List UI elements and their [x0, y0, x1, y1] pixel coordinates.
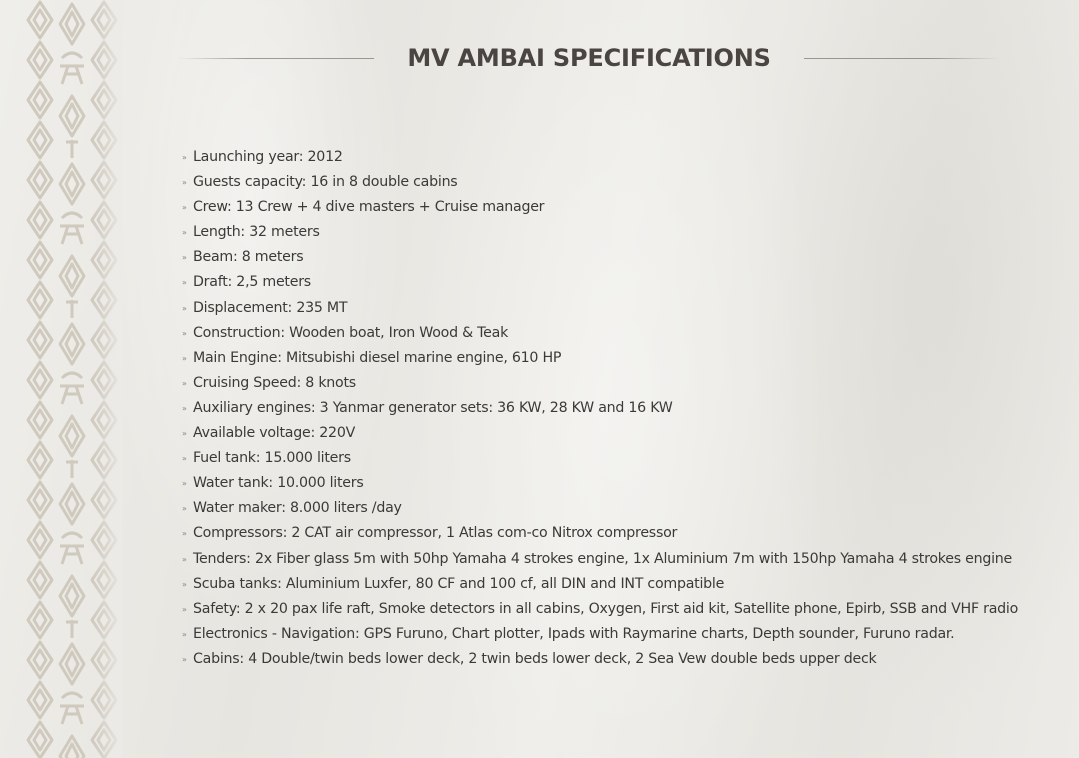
spec-text: Length: 32 meters	[193, 224, 320, 241]
bullet-icon: »	[182, 153, 187, 162]
bullet-icon: »	[182, 378, 187, 388]
bullet-icon: »	[182, 278, 187, 288]
bullet-icon: »	[182, 529, 187, 539]
bullet-icon: »	[182, 454, 187, 464]
spec-text: Electronics - Navigation: GPS Furuno, Chart plotter, Ipads with Raymarine charts, Depth sounder, Furuno radar.	[193, 625, 955, 642]
spec-list-item	[180, 572, 1070, 597]
spec-list-item	[180, 321, 1070, 346]
spec-text: Tenders: 2x Fiber glass 5m with 50hp Yamaha 4 strokes engine, 1x Aluminium 7m with 150hp Yamaha 4 strokes engine	[193, 550, 1012, 567]
spec-list-item	[180, 371, 1070, 396]
spec-list-item	[180, 471, 1070, 496]
spec-text: Water tank: 10.000 liters	[193, 475, 364, 492]
spec-list-item	[180, 346, 1070, 371]
bullet-icon: »	[182, 403, 187, 413]
bullet-icon: »	[182, 203, 187, 213]
tribal-pattern-icon	[22, 0, 122, 758]
spec-list-item	[180, 622, 1070, 647]
tribal-border-decoration	[22, 0, 122, 758]
bullet-icon: »	[182, 554, 187, 564]
spec-text: Fuel tank: 15.000 liters	[193, 450, 351, 467]
spec-text: Available voltage: 220V	[193, 425, 356, 442]
title-divider-left	[178, 58, 374, 59]
spec-text: Compressors: 2 CAT air compressor, 1 Atlas com-co Nitrox compressor	[193, 525, 678, 542]
spec-text: Cabins: 4 Double/twin beds lower deck, 2 twin beds lower deck, 2 Sea Vew double beds upper deck	[193, 650, 877, 667]
bullet-icon: »	[182, 579, 187, 589]
spec-text: Launching year: 2012	[193, 149, 343, 165]
spec-list-item	[180, 547, 1070, 572]
spec-text: Crew: 13 Crew + 4 dive masters + Cruise manager	[193, 199, 545, 216]
spec-text: Construction: Wooden boat, Iron Wood & Teak	[193, 324, 509, 341]
spec-list-item	[180, 145, 1070, 170]
bullet-icon: »	[182, 253, 187, 263]
bullet-icon: »	[182, 629, 187, 639]
bullet-icon: »	[182, 303, 187, 313]
spec-list-item	[180, 270, 1070, 295]
spec-list-item	[180, 421, 1070, 446]
page-title: MV AMBAI SPECIFICATIONS	[407, 44, 771, 72]
bullet-icon: »	[182, 178, 187, 188]
spec-list-item	[180, 245, 1070, 270]
bullet-icon: »	[182, 328, 187, 338]
bullet-icon: »	[182, 604, 187, 614]
spec-list-item	[180, 521, 1070, 546]
spec-text: Displacement: 235 MT	[193, 299, 348, 316]
bullet-icon: »	[182, 429, 187, 439]
bullet-icon: »	[182, 504, 187, 514]
bullet-icon: »	[182, 654, 187, 664]
spec-list-item	[180, 647, 1070, 672]
title-divider-right	[804, 58, 1000, 59]
spec-list-item	[180, 195, 1070, 220]
spec-list-item	[180, 296, 1070, 321]
specifications-list	[180, 145, 1070, 672]
spec-list-item	[180, 170, 1070, 195]
spec-text: Auxiliary engines: 3 Yanmar generator sets: 36 KW, 28 KW and 16 KW	[193, 399, 673, 416]
bullet-icon: »	[182, 353, 187, 363]
spec-text: Guests capacity: 16 in 8 double cabins	[193, 174, 458, 191]
spec-text: Scuba tanks: Aluminium Luxfer, 80 CF and 100 cf, all DIN and INT compatible	[193, 575, 725, 592]
spec-text: Main Engine: Mitsubishi diesel marine engine, 610 HP	[193, 349, 562, 366]
title-row	[178, 40, 1000, 76]
spec-text: Water maker: 8.000 liters /day	[193, 500, 402, 517]
spec-list-item	[180, 220, 1070, 245]
spec-text: Beam: 8 meters	[193, 249, 304, 266]
spec-list-item	[180, 597, 1070, 622]
bullet-icon: »	[182, 479, 187, 489]
spec-text: Draft: 2,5 meters	[193, 274, 311, 291]
spec-list-item	[180, 396, 1070, 421]
spec-text: Cruising Speed: 8 knots	[193, 374, 356, 391]
spec-list-item	[180, 446, 1070, 471]
bullet-icon: »	[182, 228, 187, 238]
spec-text: Safety: 2 x 20 pax life raft, Smoke detectors in all cabins, Oxygen, First aid kit, Satellite phone, Epirb, SSB and VHF radio	[193, 600, 1019, 617]
spec-list-item	[180, 496, 1070, 521]
